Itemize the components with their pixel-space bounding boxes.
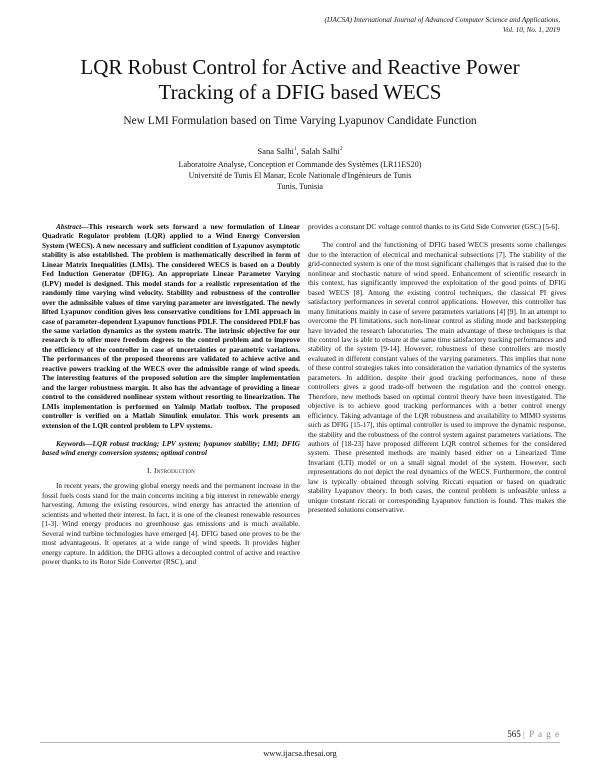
keywords-label: Keywords—: [56, 438, 93, 448]
page-label: | P a g e: [523, 729, 560, 739]
title-line-2: Tracking of a DFIG based WECS: [158, 80, 442, 104]
affiliation-city: Tunis, Tunisia: [276, 182, 324, 192]
footer-divider: [40, 742, 560, 743]
affiliation: [20, 159, 580, 193]
title-line-1: LQR Robust Control for Active and Reactive Power: [80, 55, 520, 79]
author-1: Sana Salhi: [257, 145, 294, 156]
affiliation-university: Université de Tunis El Manar, Ecole Nationale d'Ingénieurs de Tunis: [188, 171, 412, 181]
journal-running-head: [200, 16, 560, 35]
paper-subtitle: New LMI Formulation based on Time Varying Lyapunov Candidate Function: [123, 115, 477, 127]
author-list: [20, 144, 580, 157]
abstract-label: Abstract—: [56, 222, 89, 231]
paper-title: [20, 55, 580, 105]
affiliation-lab: Laboratoire Analyse, Conception et Commande des Systèmes (LR11ES20): [178, 160, 422, 169]
intro-paragraph-2: The control and the functioning of DFIG based WECS presents some challenges due to the interaction of electrical and mechanical subsections [7]. The stability of the grid-connected system is one of the most significant challenges that is raised due to the nonlinear and stochastic nature of wind speed. Enhancement of scientific research in this context, has significantly improved the exploitation of the good points of DFIG based WECS [8]. Among the existing control techniques, the classical PI gives satisfactory performances in several control applications. However, this controller has many limitations mainly in case of severe parameters variations [4] [9]. In an attempt to overcome the PI limitations, such non-linear control as sliding mode and backstepping have invaded the research laboratories. The main advantage of these techniques is that the control law is able to ensure at the same time satisfactory tracking performances and stability of the system [9-14]. However, robustness of these controllers are mostly evaluated in different constant values of the varying parameters. This implies that none of these control strategies takes into consideration the variation dynamics of the systems parameters. In addition, despite their good tracking performances, none of these controllers gives a good trade-off between the regulation and the control energy. Therefore, new methods based on optimal control theory have been investigated. The objective is to achieve good tracking performances with a better control energy efficiency. Taking advantage of the LQR robustness and availability to MIMO systems such as DFIG [15-17], this optimal controller is used to improve the dynamic response, the stability and the robustness of the control system against parameters variations. The authors of [18-23] have proposed different LQR control schemes for the considered system. These presented methods are mainly based either on a Linearized Time Invariant (LTI) model or on a small signal model of the system. However, such representations do not depict the real dynamics of the WECS. Furthermore, the control law is typically obtained through solving Riccati equation or based on quadratic stability Lyapunov theory. In both cases, the control problem is unfeasible unless a unique constant riccati or corresponding Lyapunov function is found. This makes the presented solutions conservative.: [308, 240, 566, 515]
left-column: [42, 222, 300, 566]
journal-volume: Vol. 10, No. 1, 2019: [502, 25, 560, 34]
journal-website: www.ijacsa.thesai.org: [263, 749, 337, 758]
intro-paragraph-1-continued: provides a constant DC voltage control thanks to its Grid Side Converter (GSC) [5-6].: [308, 222, 560, 231]
author-1-affiliation-mark: 1: [293, 146, 297, 152]
journal-name: (IJACSA) International Journal of Advanced Computer Science and Applications,: [324, 16, 560, 24]
author-separator: ,: [296, 145, 301, 156]
author-2: Salah Salhi: [300, 145, 340, 156]
page-number-value: 565: [507, 729, 521, 739]
section-heading-introduction: I. Introduction: [147, 465, 195, 475]
keywords: [42, 439, 300, 458]
page-number: [507, 729, 560, 740]
abstract-text: This research work sets forward a new formulation of Linear Quadratic Regulator problem (LQR) applied to a Wind Energy Conversion System (WECS). A new necessary and sufficient condition of Lyapunov asymptotic stability is also established. The problem is mathematically described in form of Linear Matrix Inequalities (LMIs). The considered WECS is based on a Doubly Fed Induction Generator (DFIG). An appropriate Linear Parameter Varying (LPV) model is designed. This model stands for a realistic representation of the randomly time varying wind velocity. Stability and robustness of the controller over the admissible values of time varying parameter are investigated. The newly lifted Lyapunov condition gives less conservative conditions for LMI approach in case of parameter-dependent Lyapunov functions PDLF. The considered PDLF has the same variation dynamics as the system matrix. The intrinsic objective for our research is to offer more freedom degrees to the control problem and to improve the efficiency of the controller in case of uncertainties or parametric variations. The performances of the proposed theorems are validated to achieve active and reactive powers tracking of the WECS over the admissible range of wind speeds. The interesting features of the proposed solution are the simpler implementation and the larger robustness margin. It also has the advantage of providing a linear control to the considered nonlinear system without resorting to linearization. The LMIs implementation is performed on Yalmip Matlab toolbox. The proposed controller is verified on a Matlab Simulink emulator. This work presents an extension of the LQR control problem to LPV systems.: [42, 222, 300, 430]
keywords-text: LQR robust tracking; LPV system; lyapunov stability; LMI; DFIG based wind energy conversion systems; optimal control: [42, 438, 300, 458]
author-2-affiliation-mark: 2: [339, 146, 343, 152]
abstract: [42, 222, 300, 430]
intro-paragraph-1: In recent years, the growing global energy needs and the permanent increase in the fossil fuels costs stand for the main concerns inciting a big interest in renewable energy harvesting. Among the existing resources, wind energy has attracted the attention of scientists and whetted their interest. In fact, it is one of the cleanest renewable resources [1-3]. Wind energy produces no greenhouse gas emissions and is much available. Several wind turbine technologies have emerged [4]. DFIG based one proves to be the most advantageous. It operates at a wide range of wind speeds. It provides higher energy capture. In addition, the DFIG allows a decoupled control of active and reactive power thanks to its Rotor Side Converter (RSC), and: [42, 481, 300, 566]
right-column: [308, 222, 566, 515]
